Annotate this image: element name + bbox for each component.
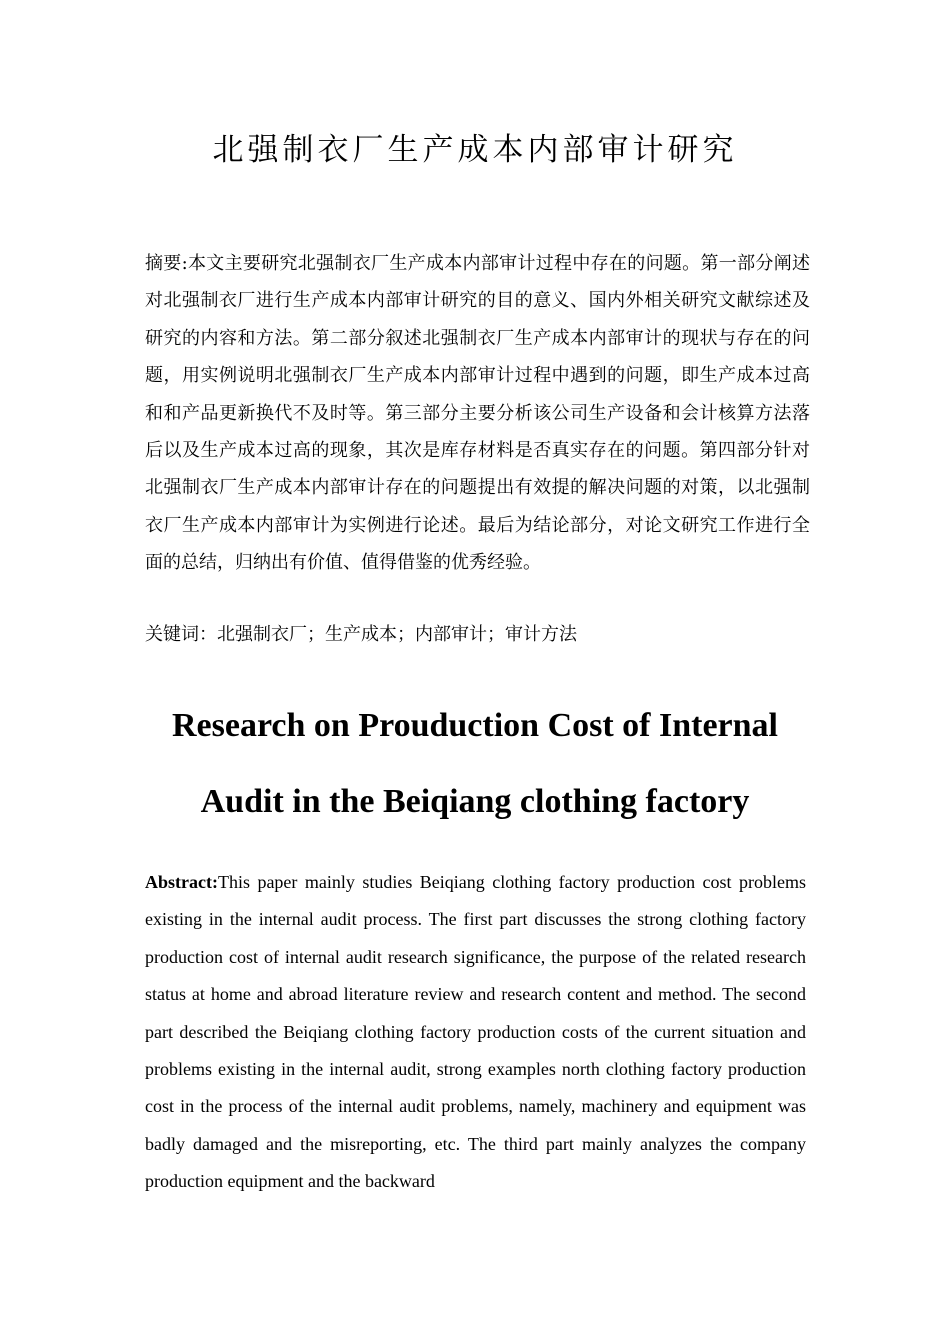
english-title-line-2: Audit in the Beiqiang clothing factory — [200, 783, 750, 820]
chinese-keywords — [145, 618, 810, 652]
english-title — [100, 688, 850, 840]
english-abstract-text: This paper mainly studies Beiqiang clothing factory production cost problems existing in the internal audit process. The first part discusses the strong clothing factory production cost of internal audit research significance, the purpose of the related research status at home and abroad literature review and research content and method. The second part described the Beiqiang clothing factory production costs of the current situation and problems existing in the internal audit, strong examples north clothing factory production cost in the process of the internal audit problems, namely, machinery and equipment was badly damaged and the misreporting, etc. The third part mainly analyzes the company production equipment and the backward — [145, 872, 806, 1192]
chinese-keywords-separator: ： — [199, 624, 217, 645]
english-title-line-1: Research on Prouduction Cost of Internal — [171, 707, 779, 744]
english-abstract — [145, 864, 806, 1201]
chinese-abstract-separator: : — [181, 253, 188, 274]
chinese-keywords-text: 北强制衣厂；生产成本；内部审计；审计方法 — [217, 624, 577, 645]
chinese-keywords-label: 关键词 — [145, 624, 199, 645]
chinese-abstract-label: 摘要 — [145, 253, 182, 274]
english-abstract-label: Abstract: — [145, 872, 218, 892]
chinese-abstract-text: 本文主要研究北强制衣厂生产成本内部审计过程中存在的问题。第一部分阐述对北强制衣厂进行生产成本内部审计研究的目的意义、国内外相关研究文献综述及研究的内容和方法。第二部分叙述北强制衣厂生产成本内部审计的现状与存在的问题，用实例说明北强制衣厂生产成本内部审计过程中遇到的问题，即生产成本过高和和产品更新换代不及时等。第三部分主要分析该公司生产设备和会计核算方法落后以及生产成本过高的现象，其次是库存材料是否真实存在的问题。第四部分针对北强制衣厂生产成本内部审计存在的问题提出有效提的解决问题的对策，以北强制衣厂生产成本内部审计为实例进行论述。最后为结论部分，对论文研究工作进行全面的总结，归纳出有价值、值得借鉴的优秀经验。 — [145, 253, 810, 574]
chinese-title: 北强制衣厂生产成本内部审计研究 — [212, 132, 738, 168]
chinese-abstract — [145, 245, 810, 582]
